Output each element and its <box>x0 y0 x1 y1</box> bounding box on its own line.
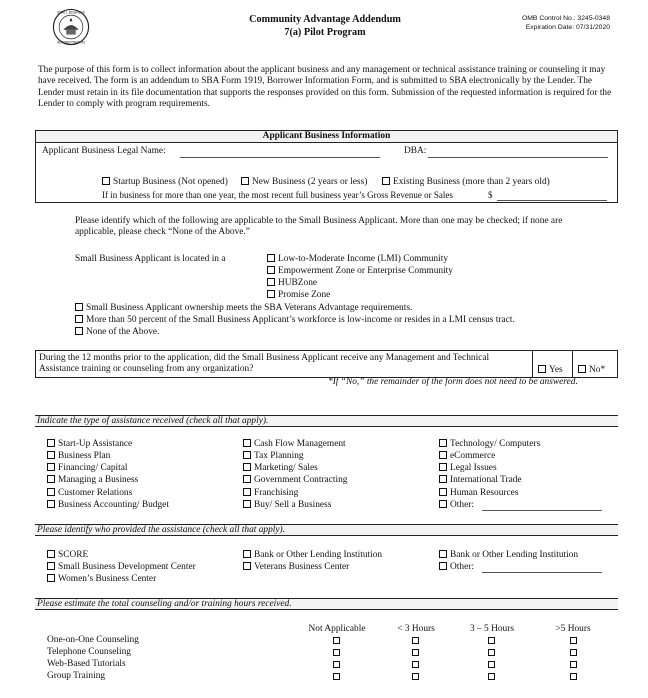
assist-franchising[interactable]: Franchising <box>243 488 298 499</box>
hours-checkbox[interactable] <box>412 673 419 680</box>
provider-bank-1[interactable]: Bank or Other Lending Institution <box>243 550 382 561</box>
checkbox-icon[interactable] <box>243 475 251 483</box>
dba-field[interactable] <box>428 157 608 158</box>
assist-cash-flow[interactable]: Cash Flow Management <box>243 439 346 450</box>
section-heading: Applicant Business Information <box>36 131 617 143</box>
assist-human-resources[interactable]: Human Resources <box>439 488 518 499</box>
checkbox-icon[interactable] <box>439 439 447 447</box>
applicant-business-info-section <box>35 130 618 203</box>
assist-startup[interactable]: Start-Up Assistance <box>47 439 132 450</box>
assist-other-field[interactable] <box>482 510 602 511</box>
location-option-promise-zone[interactable]: Promise Zone <box>267 290 330 301</box>
hours-checkbox[interactable] <box>570 649 577 656</box>
location-option-empowerment-zone[interactable]: Empowerment Zone or Enterprise Community <box>267 266 453 277</box>
hours-checkbox[interactable] <box>488 649 495 656</box>
checkbox-icon[interactable] <box>538 365 546 373</box>
checkbox-icon[interactable] <box>243 550 251 558</box>
assist-managing[interactable]: Managing a Business <box>47 475 138 486</box>
hours-row-web-based: Web-Based Tutorials <box>47 659 126 669</box>
assist-other[interactable]: Other: <box>439 500 474 511</box>
hours-checkbox[interactable] <box>412 649 419 656</box>
checkbox-icon[interactable] <box>47 574 55 582</box>
location-option-lmi[interactable]: Low-to-Moderate Income (LMI) Community <box>267 254 448 265</box>
hours-row-telephone: Telephone Counseling <box>47 647 131 657</box>
hours-heading: Please estimate the total counseling and/or training hours received. <box>35 598 618 610</box>
hours-checkbox[interactable] <box>488 661 495 668</box>
provider-bank-2[interactable]: Bank or Other Lending Institution <box>439 550 578 561</box>
hours-row-one-on-one: One-on-One Counseling <box>47 635 139 645</box>
checkbox-icon[interactable] <box>439 451 447 459</box>
form-title-line1: Community Advantage Addendum <box>249 14 401 25</box>
assist-international-trade[interactable]: International Trade <box>439 475 522 486</box>
checkbox-icon[interactable] <box>267 254 275 262</box>
hours-checkbox[interactable] <box>333 661 340 668</box>
location-option-hubzone[interactable]: HUBZone <box>267 278 317 289</box>
hours-checkbox[interactable] <box>488 673 495 680</box>
assist-tax-planning[interactable]: Tax Planning <box>243 451 304 462</box>
no-option[interactable]: No* <box>572 351 618 377</box>
checkbox-icon[interactable] <box>382 177 390 185</box>
checkbox-icon[interactable] <box>241 177 249 185</box>
assist-marketing[interactable]: Marketing/ Sales <box>243 463 318 474</box>
omb-info <box>470 14 610 32</box>
hours-checkbox[interactable] <box>570 661 577 668</box>
checkbox-icon[interactable] <box>439 500 447 508</box>
yes-option[interactable]: Yes <box>532 351 572 377</box>
assist-business-plan[interactable]: Business Plan <box>47 451 110 462</box>
hours-checkbox[interactable] <box>488 637 495 644</box>
hours-checkbox[interactable] <box>570 637 577 644</box>
checkbox-icon[interactable] <box>75 327 83 335</box>
hours-col-not-applicable: Not Applicable <box>308 624 366 634</box>
gross-revenue-label: If in business for more than one year, the most recent full business year’s Gross Revenue or Sales <box>102 190 453 200</box>
assist-legal[interactable]: Legal Issues <box>439 463 497 474</box>
form-title-line2: 7(a) Pilot Program <box>284 26 366 38</box>
checkbox-icon[interactable] <box>243 451 251 459</box>
option-lmi-workforce[interactable]: More than 50 percent of the Small Business Applicant’s workforce is low-income or resides in a LMI census tract. <box>75 315 515 326</box>
provider-vbc[interactable]: Veterans Business Center <box>243 562 349 573</box>
hours-checkbox[interactable] <box>333 637 340 644</box>
currency-symbol: $ <box>488 190 493 200</box>
svg-text:ADMINISTRATION: ADMINISTRATION <box>57 40 85 45</box>
hours-col-3to5: 3 – 5 Hours <box>469 624 514 634</box>
assist-accounting[interactable]: Business Accounting/ Budget <box>47 500 169 511</box>
provider-sbdc[interactable]: Small Business Development Center <box>47 562 196 573</box>
checkbox-icon[interactable] <box>267 266 275 274</box>
checkbox-icon[interactable] <box>439 463 447 471</box>
checkbox-icon[interactable] <box>47 562 55 570</box>
assist-customer-relations[interactable]: Customer Relations <box>47 488 132 499</box>
checkbox-icon[interactable] <box>439 475 447 483</box>
checkbox-icon[interactable] <box>267 290 275 298</box>
checkbox-icon[interactable] <box>75 303 83 311</box>
option-none-of-the-above[interactable]: None of the Above. <box>75 327 159 338</box>
provider-score[interactable]: SCORE <box>47 550 88 561</box>
status-option-startup[interactable]: Startup Business (Not opened) <box>102 177 228 188</box>
checkbox-icon[interactable] <box>47 463 55 471</box>
assist-financing[interactable]: Financing/ Capital <box>47 463 128 474</box>
status-option-new[interactable]: New Business (2 years or less) <box>241 177 367 188</box>
omb-expiration-date: Expiration Date: 07/31/2020 <box>525 24 610 32</box>
hours-checkbox[interactable] <box>333 673 340 680</box>
svg-text:SMALL BUSINESS: SMALL BUSINESS <box>57 10 85 15</box>
checkbox-icon[interactable] <box>243 463 251 471</box>
hours-checkbox[interactable] <box>570 673 577 680</box>
checkbox-icon[interactable] <box>47 475 55 483</box>
checkbox-icon[interactable] <box>75 315 83 323</box>
training-question-box <box>35 350 618 378</box>
sba-seal-logo <box>52 8 90 46</box>
checkbox-icon[interactable] <box>243 488 251 496</box>
checkbox-icon[interactable] <box>47 488 55 496</box>
status-option-existing[interactable]: Existing Business (more than 2 years old) <box>382 177 550 188</box>
assist-ecommerce[interactable]: eCommerce <box>439 451 495 462</box>
assist-gov-contracting[interactable]: Government Contracting <box>243 475 347 486</box>
hours-col-gt5: >5 Hours <box>555 624 591 634</box>
checkbox-icon[interactable] <box>47 500 55 508</box>
checkbox-icon[interactable] <box>439 550 447 558</box>
checkbox-icon[interactable] <box>267 278 275 286</box>
provider-other-field[interactable] <box>482 572 602 573</box>
checkbox-icon[interactable] <box>47 550 55 558</box>
provider-other[interactable]: Other: <box>439 562 474 573</box>
checkbox-icon[interactable] <box>102 177 110 185</box>
checkbox-icon[interactable] <box>439 488 447 496</box>
checkbox-icon[interactable] <box>243 562 251 570</box>
assistance-type-heading: Indicate the type of assistance received (check all that apply). <box>35 415 618 427</box>
checkbox-icon[interactable] <box>243 500 251 508</box>
hours-checkbox[interactable] <box>412 637 419 644</box>
assist-technology[interactable]: Technology/ Computers <box>439 439 540 450</box>
assist-buy-sell[interactable]: Buy/ Sell a Business <box>243 500 331 511</box>
checkbox-icon[interactable] <box>243 439 251 447</box>
provider-heading: Please identify who provided the assistance (check all that apply). <box>35 524 618 536</box>
checkbox-icon[interactable] <box>578 365 586 373</box>
hours-col-lt3: < 3 Hours <box>397 624 435 634</box>
hours-checkbox[interactable] <box>333 649 340 656</box>
intro-paragraph: The purpose of this form is to collect information about the applicant business and any management or technical assistance training or counseling it may have received. The form is an addendum to SBA Form 1919, Borrower Information Form, and is submitted to SBA electronically by the Lender. The Lender must retain in its file documentation that supports the responses provided on this form. Submission of the requested information is required for the Lender to comply with program requirements. <box>38 65 612 109</box>
form-title <box>200 14 450 40</box>
training-question-text: During the 12 months prior to the application, did the Small Business Applicant receive any Management and Technical Assistance training or counseling from any organization? <box>39 353 490 375</box>
provider-wbc[interactable]: Women’s Business Center <box>47 574 156 585</box>
checkbox-icon[interactable] <box>47 451 55 459</box>
hours-row-group: Group Training <box>47 671 106 681</box>
legal-name-field[interactable] <box>180 157 380 158</box>
located-in-label: Small Business Applicant is located in a <box>75 254 226 264</box>
omb-control-number: OMB Control No.: 3245-0348 <box>521 15 610 22</box>
applicability-instruction: Please identify which of the following are applicable to the Small Business Applicant. More than one may be checked; if none are applicable, please check “None of the Above.” <box>75 216 563 238</box>
footnote: *If “No,” the remainder of the form does not need to be answered. <box>328 377 578 387</box>
checkbox-icon[interactable] <box>47 439 55 447</box>
checkbox-icon[interactable] <box>439 562 447 570</box>
gross-revenue-field[interactable] <box>497 200 607 201</box>
hours-checkbox[interactable] <box>412 661 419 668</box>
option-veterans-advantage[interactable]: Small Business Applicant ownership meets the SBA Veterans Advantage requirements. <box>75 303 412 314</box>
legal-name-label: Applicant Business Legal Name: <box>42 146 166 156</box>
dba-label: DBA: <box>404 146 427 156</box>
